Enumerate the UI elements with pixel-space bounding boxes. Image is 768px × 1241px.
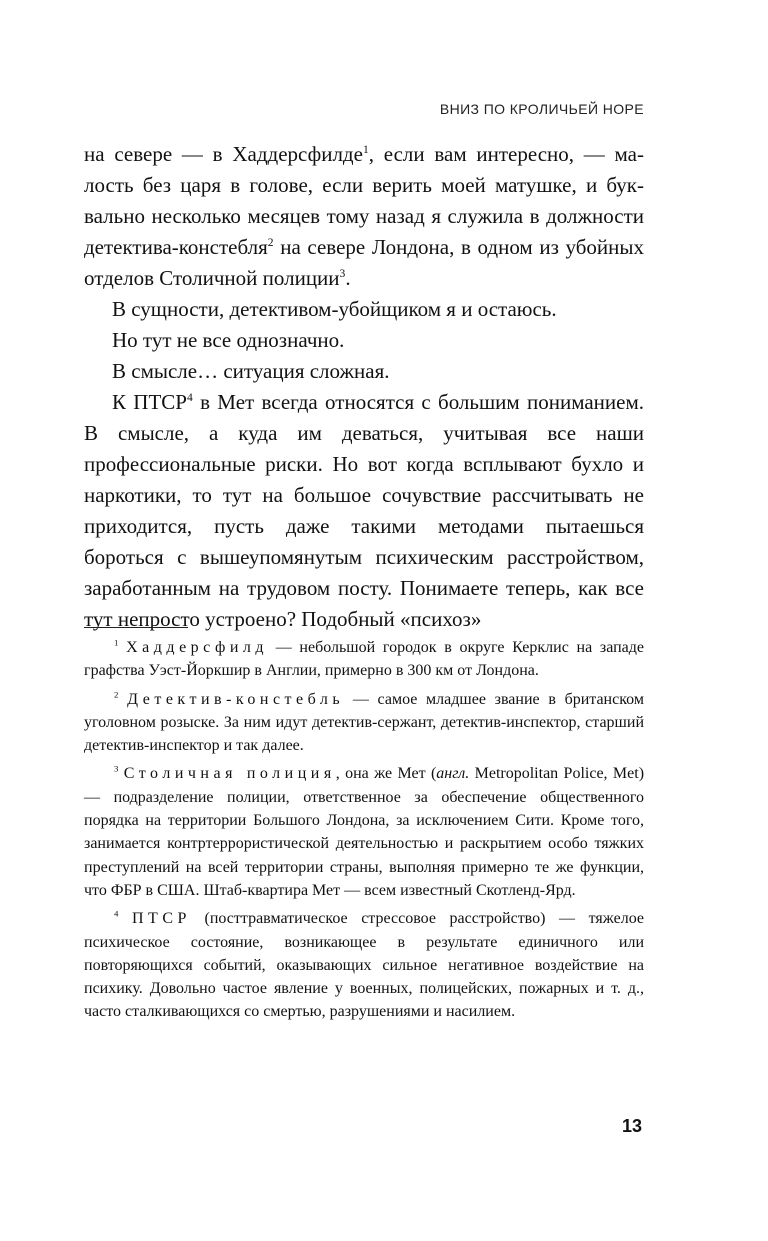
paragraph: Но тут не все однозначно.: [112, 328, 345, 352]
footnote-divider: [84, 627, 188, 628]
paragraph: на севере — в Хаддерсфилде$^1$, если вам интересно, — малость без царя в голове, если верить моей матушке, и буквально несколько месяцев тому назад я служила в должности детектива-констебля$^2$ на севере Лондона, в одном из убойных отделов Столичной полиции$^3$.: [84, 142, 644, 290]
footnote-number: 3: [114, 764, 119, 775]
footnote-number: 1: [114, 637, 119, 648]
running-head: ВНИЗ ПО КРОЛИЧЬЕЙ НОРЕ: [439, 101, 644, 117]
footnote: $^1$ Хаддерсфилд — небольшой городок в округе Керклис на западе графства Уэст-Йоркшир в Англии, примерно в 300 км от Лондона.: [84, 637, 645, 680]
footnote-term: Хаддерсфилд: [126, 639, 269, 656]
footnote-ref: 4: [187, 392, 193, 404]
paragraph: В смысле… ситуация сложная.: [112, 359, 390, 383]
footnotes: [84, 636, 644, 1029]
footnote-term: Детектив-констебль: [127, 690, 345, 708]
footnote-number: 2: [114, 689, 119, 700]
footnote: $^4$ ПТСР (посттравматическое стрессовое расстройство) — тяжелое психическое состояние, возникающее в результате единичного или повторяющихся событий, оказывающих сильное негативное воздействие на психику. Довольно частое явление у военных, полицейских, пожарных и т. д., часто сталкивающихся со смертью, разрушениями и насилием.: [84, 908, 645, 1021]
footnote-ref: 3: [339, 268, 346, 280]
footnote: $^2$ Детектив-констебль — самое младшее звание в британском уголовном розыске. За ним идут детектив-сержант, детектив-инспектор, старший детектив-инспектор и так далее.: [84, 689, 645, 755]
page-number: 13: [621, 1116, 642, 1136]
main-text: [84, 139, 644, 635]
paragraph: В сущности, детективом-убойщиком я и остаюсь.: [112, 297, 557, 321]
paragraph: К ПТСР$^4$ в Мет всегда относятся с большим пониманием. В смысле, а куда им деваться, учитывая все наши профессиональные риски. Но вот когда всплывают бухло и наркотики, то тут на большое сочувствие рассчитывать не приходится, пусть даже такими методами пытаешься бороться с вышеупомянутым психическим расстройством, заработанным на трудовом посту. Понимаете теперь, как все тут непросто устроено? Подобный «психоз»: [84, 390, 645, 631]
footnote-ref: 2: [267, 237, 274, 249]
footnote-term: Столичная полиция: [123, 765, 336, 783]
footnote-term: ПТСР: [132, 910, 191, 928]
footnote: $^3$ Столичная полиция, она же Мет (англ. Metropolitan Police, Met) — подразделение полиции, ответственное за обеспечение общественного порядка на территории Большого Лондона, за исключением Сити. Кроме того, занимается контртеррористической деятельностью и раскрытием особо тяжких преступлений на всей территории страны, выполняя примерно те же функции, что ФБР в США. Штаб-квартира Мет — всем известный Скотленд-Ярд.: [84, 764, 645, 899]
footnote-ref: 1: [362, 144, 369, 156]
footnote-number: 4: [114, 908, 119, 919]
